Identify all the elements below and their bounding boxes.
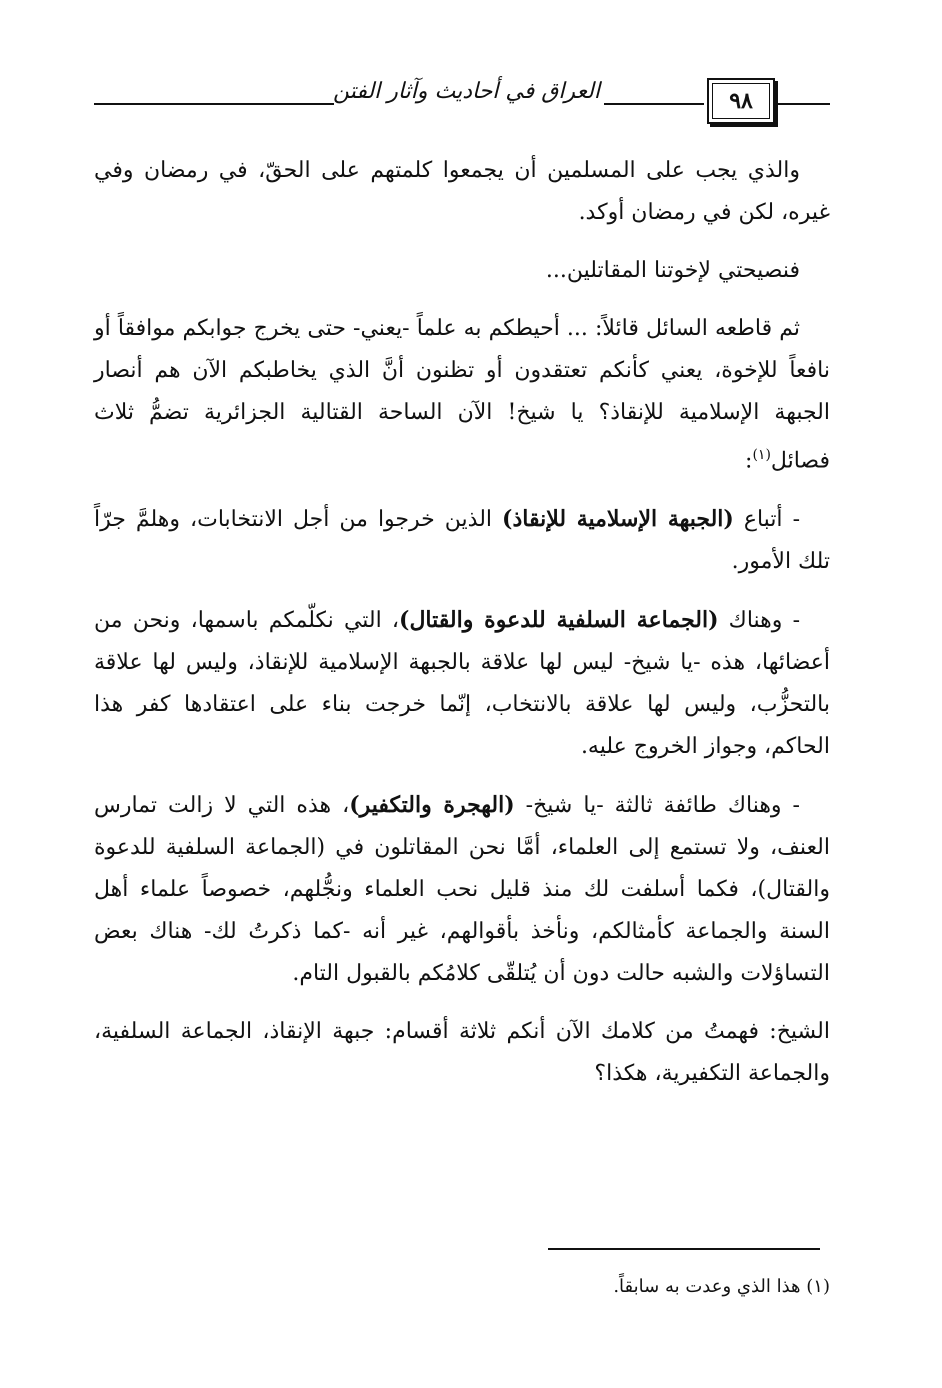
paragraph-text: - وهناك طائفة ثالثة -يا شيخ- [514,793,800,819]
paragraph-text: ثم قاطعه السائل قائلاً: ... أحيطكم به علماً -يعني- حتى يخرج جوابكم موافقاً أو نافعاً للإخوة، يعني كأنكم تعتقدون أو تظنون أنَّ الذي يخاطبكم الآن هم أنصار الجبهة الإسلامية للإنقاذ؟ يا شيخ! الآن الساحة القتالية الجزائرية تضمُّ ثلاث فصائل [94,316,830,474]
paragraph-text: الذين خرجوا من أجل الانتخابات، وهلمَّ جرّاً تلك الأمور. [94,507,830,575]
paragraph-6 [94,784,830,995]
paragraph-text: الشيخ: فهمتُ من كلامك الآن أنكم ثلاثة أقسام: جبهة الإنقاذ، الجماعة السلفية، والجماعة التكفيرية، هكذا؟ [94,1019,830,1087]
paragraph-3 [94,308,830,482]
paragraph-text: فنصيحتي لإخوتنا المقاتلين... [545,258,800,283]
running-title: العراق في أحاديث وآثار الفتن [332,79,600,104]
paragraph-text: : [745,448,753,474]
body-text [94,150,830,1111]
header-rule-middle [604,103,704,105]
footnote: (١) هذا الذي وعدت به سابقاً. [613,1276,830,1297]
paragraph-text: والذي يجب على المسلمين أن يجمعوا كلمتهم على الحقّ، في رمضان وفي غيره، لكن في رمضان أوكد. [94,158,830,225]
paragraph-4 [94,498,830,583]
paragraph-5 [94,599,830,768]
bold-term: (الجبهة الإسلامية للإنقاذ) [502,506,734,533]
page-number-box [707,78,775,124]
paragraph-1 [94,150,830,234]
bold-term: (الجماعة السلفية للدعوة والقتال) [399,607,719,634]
paragraph-2 [94,250,830,292]
paragraph-text: ، هذه التي لا زالت تمارس العنف، ولا تستمع إلى العلماء، أمَّا نحن المقاتلون في (الجماعة السلفية للدعوة والقتال)، فكما أسلفت لك منذ قليل نحب العلماء ونجُّلهم، خصوصاً علماء أهل السنة والجماعة كأمثالكم، ونأخذ بأقوالهم، غير أنه -كما ذكرتُ لك- هناك بعض التساؤلات والشبه حالت دون أن يُتلقّى كلامُكم بالقبول التام. [94,793,830,987]
paragraph-text: - وهناك [718,608,801,634]
header-rule-right [778,103,830,105]
footnote-reference: (١) [752,447,771,463]
paragraph-text: ، التي نكلّمكم باسمها، ونحن من أعضائها، هذه -يا شيخ- ليس لها علاقة بالجبهة الإسلامية للإنقاذ، وليس لها علاقة بالتحزُّب، وليس لها علاقة بالانتخاب، إنّما خرجت بناء على اعتقادها كفر هذا الحاكم، وجواز الخروج عليه. [94,608,830,760]
footnote-rule [548,1248,820,1250]
bold-term: (الهجرة والتكفير) [349,792,515,819]
paragraph-7 [94,1011,830,1095]
header-rule-left [94,103,334,105]
page-number: ٩٨ [712,83,770,119]
paragraph-text: - أتباع [733,507,800,533]
